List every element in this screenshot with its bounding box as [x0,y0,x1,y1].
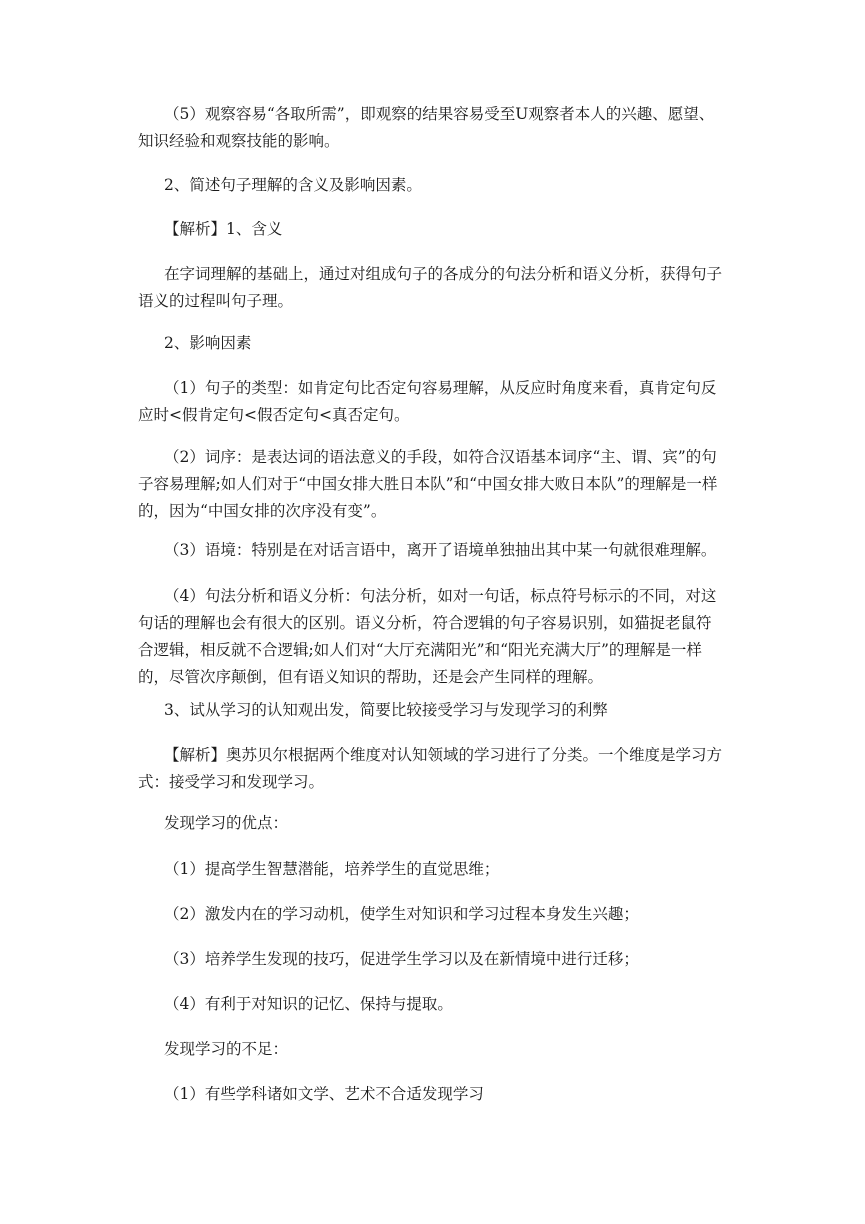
analysis-ausubel: 【解析】奥苏贝尔根据两个维度对认知领域的学习进行了分类。一个维度是学习方式：接受学习和发现学习。 [138,746,723,791]
influence-factors-heading: 2、影响因素 [164,334,252,352]
discovery-advantages-heading: 发现学习的优点： [164,814,289,832]
paragraph-syntax-semantics: （4）句法分析和语义分析：句法分析，如对一句话，标点符号标示的不同，对这句话的理解也会有很大的区别。语义分析，符合逻辑的句子容易识别，如猫捉老鼠符合逻辑，相反就不合逻辑;如人们对“大厅充满阳光”和“阳光充满大厅”的理解是一样的，尽管次序颠倒，但有语义知识的帮助，还是会产生同样的理解。 [138,587,717,686]
question-3-heading: 3、试从学习的认知观出发，简要比较接受学习与发现学习的利弊 [164,701,608,719]
paragraph-definition: 在字词理解的基础上，通过对组成句子的各成分的句法分析和语义分析，获得句子语义的过程叫句子理。 [138,265,723,310]
paragraph-context: （3）语境：特别是在对话言语中，离开了语境单独抽出其中某一句就很难理解。 [164,541,717,559]
paragraph-observation-5: （5）观察容易“各取所需”，即观察的结果容易受至U观察者本人的兴趣、愿望、知识经验和观察技能的影响。 [138,105,715,150]
disadvantage-1: （1）有些学科诸如文学、艺术不合适发现学习 [164,1085,484,1103]
advantage-1: （1）提高学生智慧潜能，培养学生的直觉思维； [164,860,500,878]
analysis-1-meaning: 【解析】1、含义 [164,220,283,238]
question-2-heading: 2、简述句子理解的含义及影响因素。 [164,176,422,194]
advantage-3: （3）培养学生发现的技巧，促进学生学习以及在新情境中进行迁移； [164,950,639,968]
paragraph-word-order: （2）词序：是表达词的语法意义的手段，如符合汉语基本词序“主、谓、宾”的句子容易理解;如人们对于“中国女排大胜日本队”和“中国女排大败日本队”的理解是一样的，因为“中国女排的次序没有变”。 [138,448,718,520]
advantage-2: （2）激发内在的学习动机，使学生对知识和学习过程本身发生兴趣； [164,905,639,923]
paragraph-sentence-type: （1）句子的类型：如肯定句比否定句容易理解，从反应时角度来看，真肯定句反应时<假肯定句<假否定句<真否定句。 [138,379,717,424]
discovery-disadvantages-heading: 发现学习的不足： [164,1040,289,1058]
advantage-4: （4）有利于对知识的记忆、保持与提取。 [164,995,453,1013]
